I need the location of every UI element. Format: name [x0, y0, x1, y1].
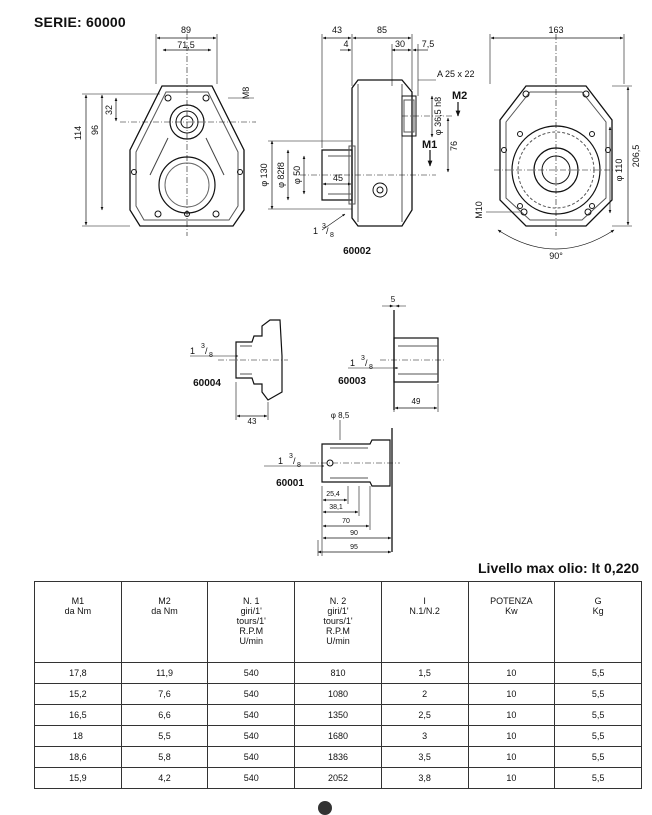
- side-key-spec: A 25 x 22: [437, 69, 475, 79]
- v60001-length-25-4: 25,4: [326, 491, 340, 498]
- table-cell: 2052: [295, 768, 382, 789]
- table-cell: 15,9: [35, 768, 122, 789]
- table-cell: 10: [468, 684, 555, 705]
- table-header-line: R.P.M: [239, 626, 264, 636]
- table-header-line: N. 1: [243, 596, 260, 606]
- variant-code-60003: 60003: [338, 376, 366, 387]
- svg-text:3: 3: [201, 343, 205, 350]
- table-header-cell: [35, 582, 122, 663]
- table-cell: 3,5: [381, 747, 468, 768]
- table-cell: 10: [468, 705, 555, 726]
- table-header-line: N.1/N.2: [409, 606, 440, 616]
- table-cell: 1836: [295, 747, 382, 768]
- table-cell: 18,6: [35, 747, 122, 768]
- v60001-length-38-1: 38,1: [329, 504, 343, 511]
- table-header-cell: [121, 582, 208, 663]
- table-row: [35, 684, 642, 705]
- side-diameter-82: φ 82f8: [276, 162, 286, 188]
- table-cell: 15,2: [35, 684, 122, 705]
- table-cell: 10: [468, 726, 555, 747]
- svg-text:/: /: [326, 226, 329, 236]
- table-cell: 5,5: [555, 768, 642, 789]
- side-code-60002: 60002: [343, 246, 371, 257]
- back-width-163: 163: [548, 25, 564, 35]
- back-diameter-110: φ 110: [614, 158, 624, 182]
- table-row: [35, 726, 642, 747]
- v60001-length-95: 95: [350, 544, 358, 551]
- table-cell: 4,2: [121, 768, 208, 789]
- table-header-line: tours/1': [323, 616, 353, 626]
- svg-text:1: 1: [350, 358, 356, 368]
- table-cell: 540: [208, 663, 295, 684]
- svg-text:/: /: [365, 358, 368, 368]
- table-cell: 5,5: [555, 705, 642, 726]
- back-angle-90: 90°: [549, 251, 563, 261]
- front-thread-m8: M8: [241, 86, 251, 100]
- table-cell: 540: [208, 684, 295, 705]
- svg-text:1: 1: [278, 456, 284, 466]
- table-cell: 5,8: [121, 747, 208, 768]
- side-m2-label: M2: [452, 90, 468, 102]
- front-height-32: 32: [104, 104, 114, 116]
- page-marker-dot: [318, 801, 332, 815]
- v60003-length-49: 49: [411, 397, 421, 406]
- svg-text:3: 3: [322, 223, 326, 230]
- table-header-line: Kw: [505, 606, 518, 616]
- table-cell: 5,5: [555, 663, 642, 684]
- side-m1-label: M1: [422, 139, 438, 151]
- side-diameter-50: φ 50: [292, 165, 302, 185]
- side-dim-43: 43: [331, 25, 343, 35]
- table-cell: 540: [208, 747, 295, 768]
- table-header-cell: [208, 582, 295, 663]
- table-cell: 10: [468, 663, 555, 684]
- table-cell: 1080: [295, 684, 382, 705]
- table-cell: 2,5: [381, 705, 468, 726]
- table-header-line: tours/1': [236, 616, 266, 626]
- back-thread-m10: M10: [474, 201, 484, 219]
- table-cell: 11,9: [121, 663, 208, 684]
- table-header-line: G: [594, 596, 602, 606]
- table-header-line: Kg: [592, 606, 604, 616]
- table-cell: 5,5: [555, 747, 642, 768]
- side-length-45: 45: [332, 173, 344, 183]
- table-cell: 5,5: [555, 726, 642, 747]
- v60004-length-43: 43: [247, 417, 257, 426]
- table-cell: 1,5: [381, 663, 468, 684]
- variant-code-60004: 60004: [193, 378, 221, 389]
- side-diameter-130: φ 130: [259, 163, 269, 187]
- table-header-line: U/min: [326, 636, 350, 646]
- svg-text:/: /: [205, 346, 208, 356]
- table-cell: 1350: [295, 705, 382, 726]
- side-dim-7-5: 7,5: [421, 39, 435, 49]
- side-view-drawing-60002: [268, 34, 458, 230]
- table-cell: 10: [468, 768, 555, 789]
- table-header-line: da Nm: [151, 606, 178, 616]
- table-header-row: [35, 582, 642, 663]
- variant-drawing-60004: [190, 320, 288, 420]
- table-header-cell: [555, 582, 642, 663]
- side-thread-size: [313, 223, 334, 239]
- table-row: [35, 705, 642, 726]
- side-dim-76: 76: [449, 140, 459, 152]
- side-shaft-diameter: φ 36,5 h8: [433, 96, 443, 136]
- back-height-206-5: 206,5: [631, 144, 641, 168]
- svg-text:8: 8: [369, 364, 373, 371]
- specs-table: [34, 581, 642, 789]
- table-header-line: R.P.M: [326, 626, 350, 636]
- v60001-length-70: 70: [342, 518, 350, 525]
- v60001-length-90: 90: [350, 530, 358, 537]
- table-header-line: POTENZA: [490, 596, 533, 606]
- v60003-thread-size: [350, 355, 373, 371]
- table-cell: 10: [468, 747, 555, 768]
- table-header-line: U/min: [239, 636, 264, 646]
- table-header-line: I: [423, 596, 426, 606]
- svg-text:8: 8: [209, 352, 213, 359]
- table-cell: 3: [381, 726, 468, 747]
- table-header-cell: [381, 582, 468, 663]
- v60004-thread-size: [190, 343, 213, 359]
- series-title: SERIE: 60000: [34, 14, 126, 30]
- oil-level-note: Livello max olio: lt 0,220: [478, 560, 640, 576]
- table-cell: 7,6: [121, 684, 208, 705]
- front-height-96: 96: [90, 124, 100, 136]
- table-header-line: giri/1': [240, 606, 262, 616]
- table-cell: 540: [208, 726, 295, 747]
- table-row: [35, 747, 642, 768]
- v60001-diameter-8-5: φ 8,5: [330, 411, 350, 420]
- back-view-drawing: [486, 34, 632, 249]
- table-cell: 17,8: [35, 663, 122, 684]
- table-cell: 6,6: [121, 705, 208, 726]
- table-cell: 810: [295, 663, 382, 684]
- table-cell: 16,5: [35, 705, 122, 726]
- table-cell: 540: [208, 705, 295, 726]
- table-header-line: M2: [158, 596, 171, 606]
- table-cell: 2: [381, 684, 468, 705]
- table-cell: 5,5: [121, 726, 208, 747]
- side-dim-30: 30: [394, 39, 406, 49]
- table-header-cell: [295, 582, 382, 663]
- side-dim-4: 4: [343, 39, 349, 49]
- table-cell: 540: [208, 768, 295, 789]
- table-body: [35, 663, 642, 789]
- svg-text:3: 3: [361, 355, 365, 362]
- table-header-cell: [468, 582, 555, 663]
- svg-text:8: 8: [297, 462, 301, 469]
- table-header-line: giri/1': [327, 606, 349, 616]
- front-width-inner: 71,5: [177, 40, 195, 50]
- table-cell: 18: [35, 726, 122, 747]
- svg-text:8: 8: [330, 232, 334, 239]
- front-height-114: 114: [73, 125, 83, 141]
- v60001-thread-size: [278, 453, 301, 469]
- table-cell: 5,5: [555, 684, 642, 705]
- table-header-line: N. 2: [329, 596, 347, 606]
- variant-code-60001: 60001: [276, 478, 304, 489]
- table-row: [35, 663, 642, 684]
- table-row: [35, 768, 642, 789]
- side-dim-85: 85: [376, 25, 388, 35]
- table-header-line: M1: [71, 596, 85, 606]
- svg-text:/: /: [293, 456, 296, 466]
- table-cell: 1680: [295, 726, 382, 747]
- front-view-drawing: [82, 34, 256, 236]
- table-header-line: da Nm: [64, 606, 92, 616]
- v60003-dim-5: 5: [390, 295, 396, 304]
- table-cell: 3,8: [381, 768, 468, 789]
- svg-text:1: 1: [190, 346, 196, 356]
- svg-text:3: 3: [289, 453, 293, 460]
- svg-text:1: 1: [313, 226, 319, 236]
- front-width-top: 89: [180, 25, 192, 35]
